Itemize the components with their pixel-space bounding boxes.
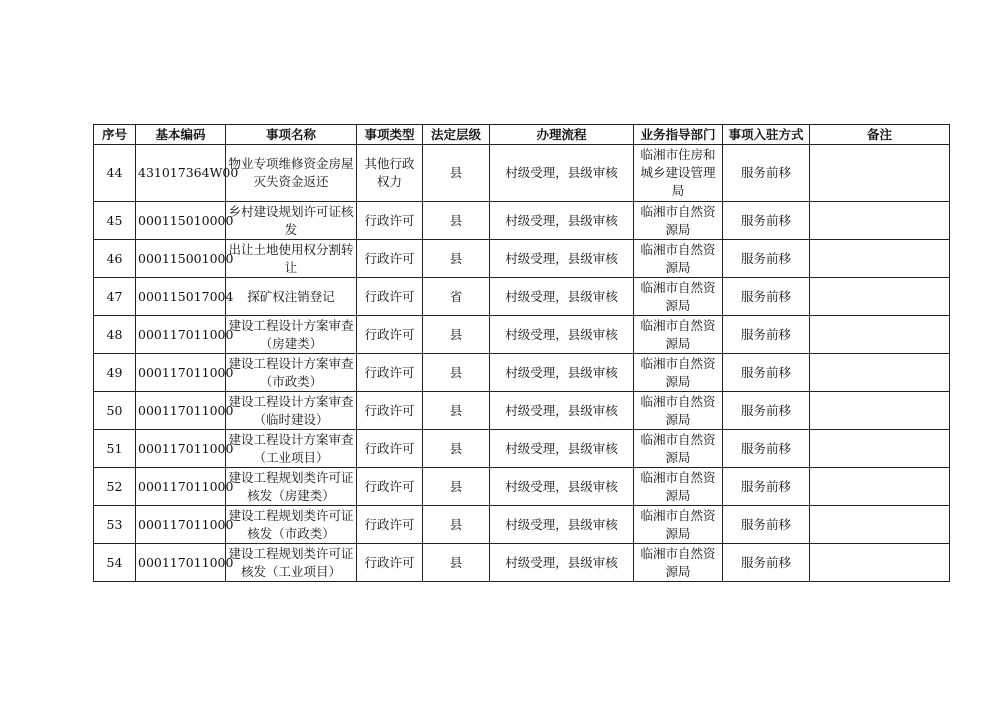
cell-level: 县 [423,430,490,468]
cell-name: 建设工程设计方案审查（房建类） [226,316,357,354]
cell-mode: 服务前移 [723,240,810,278]
cell-dept: 临湘市自然资源局 [634,316,723,354]
cell-code: 000115010000 [136,202,226,240]
table-row [94,240,950,278]
cell-type: 行政许可 [357,354,423,392]
cell-no: 48 [94,316,136,354]
cell-no: 54 [94,544,136,582]
cell-dept: 临湘市自然资源局 [634,392,723,430]
cell-code: 000117011000 [136,316,226,354]
cell-mode: 服务前移 [723,278,810,316]
cell-code: 000117011000 [136,506,226,544]
cell-code: 000117011000 [136,354,226,392]
header-cell-mode: 事项入驻方式 [723,125,810,145]
header-cell-type: 事项类型 [357,125,423,145]
table-row [94,278,950,316]
cell-mode: 服务前移 [723,392,810,430]
table-row [94,202,950,240]
cell-type: 行政许可 [357,430,423,468]
cell-code: 000117011000 [136,468,226,506]
cell-name: 物业专项维修资金房屋灭失资金返还 [226,145,357,202]
cell-type: 行政许可 [357,544,423,582]
cell-dept: 临湘市自然资源局 [634,240,723,278]
table-row [94,430,950,468]
cell-note [810,316,950,354]
cell-dept: 临湘市自然资源局 [634,506,723,544]
cell-process: 村级受理，县级审核 [490,430,634,468]
cell-level: 县 [423,544,490,582]
header-cell-no: 序号 [94,125,136,145]
table-row [94,506,950,544]
table-header-row [94,125,950,145]
cell-dept: 临湘市自然资源局 [634,430,723,468]
cell-code: 000115017004 [136,278,226,316]
cell-level: 县 [423,354,490,392]
cell-type: 行政许可 [357,506,423,544]
cell-note [810,278,950,316]
cell-level: 县 [423,240,490,278]
cell-no: 52 [94,468,136,506]
header-cell-process: 办理流程 [490,125,634,145]
cell-name: 建设工程设计方案审查（工业项目） [226,430,357,468]
cell-name: 探矿权注销登记 [226,278,357,316]
cell-mode: 服务前移 [723,202,810,240]
cell-mode: 服务前移 [723,468,810,506]
cell-no: 53 [94,506,136,544]
cell-type: 其他行政权力 [357,145,423,202]
cell-process: 村级受理，县级审核 [490,468,634,506]
cell-name: 建设工程设计方案审查（市政类） [226,354,357,392]
table-row [94,392,950,430]
cell-process: 村级受理，县级审核 [490,544,634,582]
cell-mode: 服务前移 [723,430,810,468]
cell-note [810,506,950,544]
cell-mode: 服务前移 [723,145,810,202]
cell-dept: 临湘市自然资源局 [634,278,723,316]
cell-mode: 服务前移 [723,544,810,582]
cell-dept: 临湘市住房和城乡建设管理局 [634,145,723,202]
cell-process: 村级受理，县级审核 [490,354,634,392]
cell-note [810,392,950,430]
cell-dept: 临湘市自然资源局 [634,202,723,240]
cell-mode: 服务前移 [723,354,810,392]
cell-level: 县 [423,506,490,544]
cell-name: 建设工程设计方案审查（临时建设） [226,392,357,430]
cell-mode: 服务前移 [723,316,810,354]
cell-code: 431017364W00 [136,145,226,202]
cell-name: 建设工程规划类许可证核发（工业项目） [226,544,357,582]
cell-process: 村级受理，县级审核 [490,278,634,316]
table-row [94,354,950,392]
cell-no: 49 [94,354,136,392]
cell-no: 47 [94,278,136,316]
cell-level: 省 [423,278,490,316]
header-cell-dept: 业务指导部门 [634,125,723,145]
cell-level: 县 [423,202,490,240]
cell-type: 行政许可 [357,468,423,506]
cell-note [810,240,950,278]
cell-name: 乡村建设规划许可证核发 [226,202,357,240]
header-cell-level: 法定层级 [423,125,490,145]
cell-note [810,202,950,240]
service-items-table [93,124,950,582]
cell-type: 行政许可 [357,316,423,354]
table-row [94,145,950,202]
cell-level: 县 [423,145,490,202]
cell-note [810,354,950,392]
cell-process: 村级受理，县级审核 [490,392,634,430]
cell-note [810,544,950,582]
cell-code: 000117011000 [136,544,226,582]
cell-type: 行政许可 [357,278,423,316]
cell-name: 建设工程规划类许可证核发（市政类） [226,506,357,544]
cell-process: 村级受理，县级审核 [490,202,634,240]
cell-code: 000115001000 [136,240,226,278]
cell-dept: 临湘市自然资源局 [634,468,723,506]
table-row [94,544,950,582]
table-body [94,145,950,582]
header-cell-note: 备注 [810,125,950,145]
cell-process: 村级受理，县级审核 [490,506,634,544]
cell-type: 行政许可 [357,392,423,430]
cell-no: 44 [94,145,136,202]
header-cell-code: 基本编码 [136,125,226,145]
cell-note [810,145,950,202]
cell-process: 村级受理，县级审核 [490,145,634,202]
cell-code: 000117011000 [136,392,226,430]
cell-process: 村级受理，县级审核 [490,316,634,354]
cell-no: 46 [94,240,136,278]
table-row [94,316,950,354]
cell-type: 行政许可 [357,240,423,278]
cell-no: 51 [94,430,136,468]
cell-level: 县 [423,468,490,506]
cell-no: 45 [94,202,136,240]
cell-process: 村级受理，县级审核 [490,240,634,278]
cell-type: 行政许可 [357,202,423,240]
table-row [94,468,950,506]
cell-code: 000117011000 [136,430,226,468]
header-cell-name: 事项名称 [226,125,357,145]
cell-name: 出让土地使用权分割转让 [226,240,357,278]
cell-level: 县 [423,316,490,354]
cell-level: 县 [423,392,490,430]
cell-note [810,468,950,506]
cell-name: 建设工程规划类许可证核发（房建类） [226,468,357,506]
cell-note [810,430,950,468]
cell-mode: 服务前移 [723,506,810,544]
cell-no: 50 [94,392,136,430]
cell-dept: 临湘市自然资源局 [634,354,723,392]
cell-dept: 临湘市自然资源局 [634,544,723,582]
